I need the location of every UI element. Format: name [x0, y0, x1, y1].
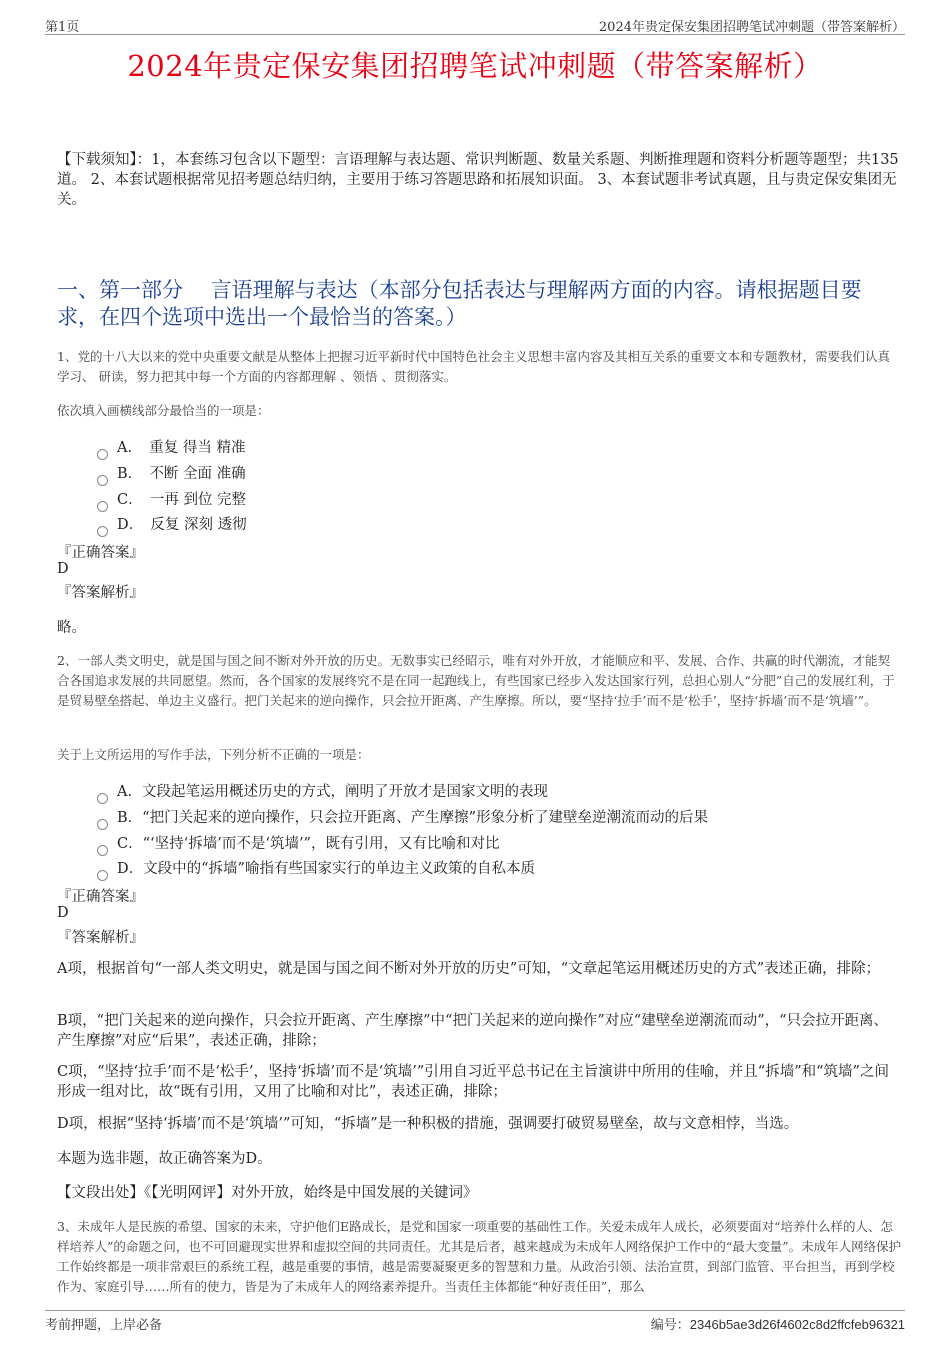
q1-answer: D: [57, 561, 69, 577]
q1-option-b[interactable]: B． 不断 全面 准确: [97, 462, 246, 483]
q2-analysis-conclusion: 本题为选非题，故正确答案为D。: [57, 1151, 272, 1167]
header-doc-title: 2024年贵定保安集团招聘笔试冲刺题（带答案解析）: [598, 20, 905, 35]
question-2-stem: 2、一部人类文明史，就是国与国之间不断对外开放的历史。无数事实已经昭示，唯有对外开放，才能顺应和平、发展、合作、共赢的时代潮流，才能契合各国追求发展的共同愿望。然而，各个国家的发展终究不是在同一起跑线上，有些国家已经步入发达国家行列，总担心别人“分肥”自己的发展红利，于是贸易壁垒搭起、单边主义盛行。把门关起来的逆向操作，只会拉开距离、产生摩擦。所以，要“坚持‘拉手’而不是‘松手’，坚持‘拆墙’而不是‘筑墙’”。: [57, 653, 895, 708]
q2-source: 【文段出处】《【光明网评】对外开放，始终是中国发展的关键词》: [57, 1185, 478, 1201]
question-1-ask: 依次填入画横线部分最恰当的一项是：: [57, 403, 270, 418]
q2-analysis-b: B项，“把门关起来的逆向操作，只会拉开距离、产生摩擦”中“把门关起来的逆向操作”对应“建壁垒逆潮流而动”，“只会拉开距离、产生摩擦”对应“后果”，表述正确，排除；: [57, 1013, 889, 1049]
q1-answer-label: 『正确答案』: [57, 545, 144, 561]
q2-answer: D: [57, 905, 69, 921]
footer-code: 编号：2346b5ae3d26f4602c8d2ffcfeb96321: [650, 1317, 905, 1333]
q1-option-c[interactable]: C． 一再 到位 完整: [97, 488, 246, 509]
footer-slogan: 考前押题，上岸必备: [45, 1318, 163, 1333]
q2-answer-label: 『正确答案』: [57, 889, 144, 905]
radio-icon[interactable]: [97, 526, 108, 537]
radio-icon[interactable]: [97, 449, 108, 460]
page-footer: [45, 1310, 905, 1333]
radio-icon[interactable]: [97, 845, 108, 856]
document-title: 2024年贵定保安集团招聘笔试冲刺题（带答案解析）: [127, 49, 823, 83]
q2-analysis-c: C项，“坚持‘拉手’而不是‘松手’，坚持‘拆墙’而不是‘筑墙’”引用自习近平总书记在主旨演讲中所用的佳喻，并且“拆墙”和“筑墙”之间形成一组对比，故“既有引用，又用了比喻和对比”，表述正确，排除；: [57, 1064, 889, 1100]
q2-option-b[interactable]: B．“把门关起来的逆向操作，只会拉开距离、产生摩擦”形象分析了建壁垒逆潮流而动的后果: [97, 806, 708, 827]
radio-icon[interactable]: [97, 819, 108, 830]
q2-analysis-d: D项，根据“坚持‘拆墙’而不是‘筑墙’”可知，“拆墙”是一种积极的措施，强调要打破贸易壁垒，故与文意相悖，当选。: [57, 1116, 799, 1132]
q2-option-d[interactable]: D．文段中的“拆墙”喻指有些国家实行的单边主义政策的自私本质: [97, 857, 535, 878]
question-3-stem: 3、未成年人是民族的希望、国家的未来，守护他们E路成长，是党和国家一项重要的基础性工作。关爱未成年人成长，必须要面对“培养什么样的人、怎样培养人”的命题之问，也不可回避现实世界和虚拟空间的共同责任。尤其是后者，越来越成为未成年人网络保护工作中的“最大变量”。未成年人网络保护工作始终都是一项非常艰巨的系统工程，越是重要的事情，越是需要凝聚更多的智慧和力量。从政治引领、法治宣贯，到部门监管、平台担当，再到学校作为、家庭引导……所有的使力，皆是为了未成年人的网络素养提升。当责任主体都能“种好责任田”，那么: [57, 1219, 902, 1294]
q1-option-a[interactable]: A． 重复 得当 精准: [97, 436, 245, 457]
q2-option-a[interactable]: A．文段起笔运用概述历史的方式，阐明了开放才是国家文明的表现: [97, 780, 548, 801]
page-header: [45, 14, 905, 35]
q1-analysis: 略。: [57, 620, 86, 636]
radio-icon[interactable]: [97, 870, 108, 881]
question-1-stem: 1、党的十八大以来的党中央重要文献是从整体上把握习近平新时代中国特色社会主义思想丰富内容及其相互关系的重要文本和专题教材，需要我们认真学习、 研读，努力把其中每一个方面的内容都理解 、领悟 、贯彻落实。: [57, 349, 890, 384]
q2-analysis-a: A项，根据首句“一部人类文明史，就是国与国之间不断对外开放的历史”可知，“文章起笔运用概述历史的方式”表述正确，排除；: [57, 961, 881, 977]
question-2-ask: 关于上文所运用的写作手法，下列分析不正确的一项是：: [57, 747, 370, 762]
q1-option-d[interactable]: D． 反复 深刻 透彻: [97, 513, 247, 534]
q2-option-c[interactable]: C．“‘坚持‘拆墙’而不是‘筑墙’”，既有引用，又有比喻和对比: [97, 832, 499, 853]
radio-icon[interactable]: [97, 501, 108, 512]
page-number: 第1页: [45, 20, 80, 35]
section-heading: 一、第一部分 言语理解与表达（本部分包括表达与理解两方面的内容。请根据题目要求，在四个选项中选出一个最恰当的答案。）: [57, 278, 862, 329]
radio-icon[interactable]: [97, 793, 108, 804]
q2-analysis-label: 『答案解析』: [57, 930, 144, 946]
radio-icon[interactable]: [97, 475, 108, 486]
q1-analysis-label: 『答案解析』: [57, 585, 144, 601]
download-notice: 【下载须知】：1，本套练习包含以下题型：言语理解与表达题、常识判断题、数量关系题、判断推理题和资料分析题等题型；共135道。 2、本套试题根据常见招考题总结归纳，主要用于练习答题思路和拓展知识面。 3、本套试题非考试真题，且与贵定保安集团无关。: [57, 152, 899, 208]
